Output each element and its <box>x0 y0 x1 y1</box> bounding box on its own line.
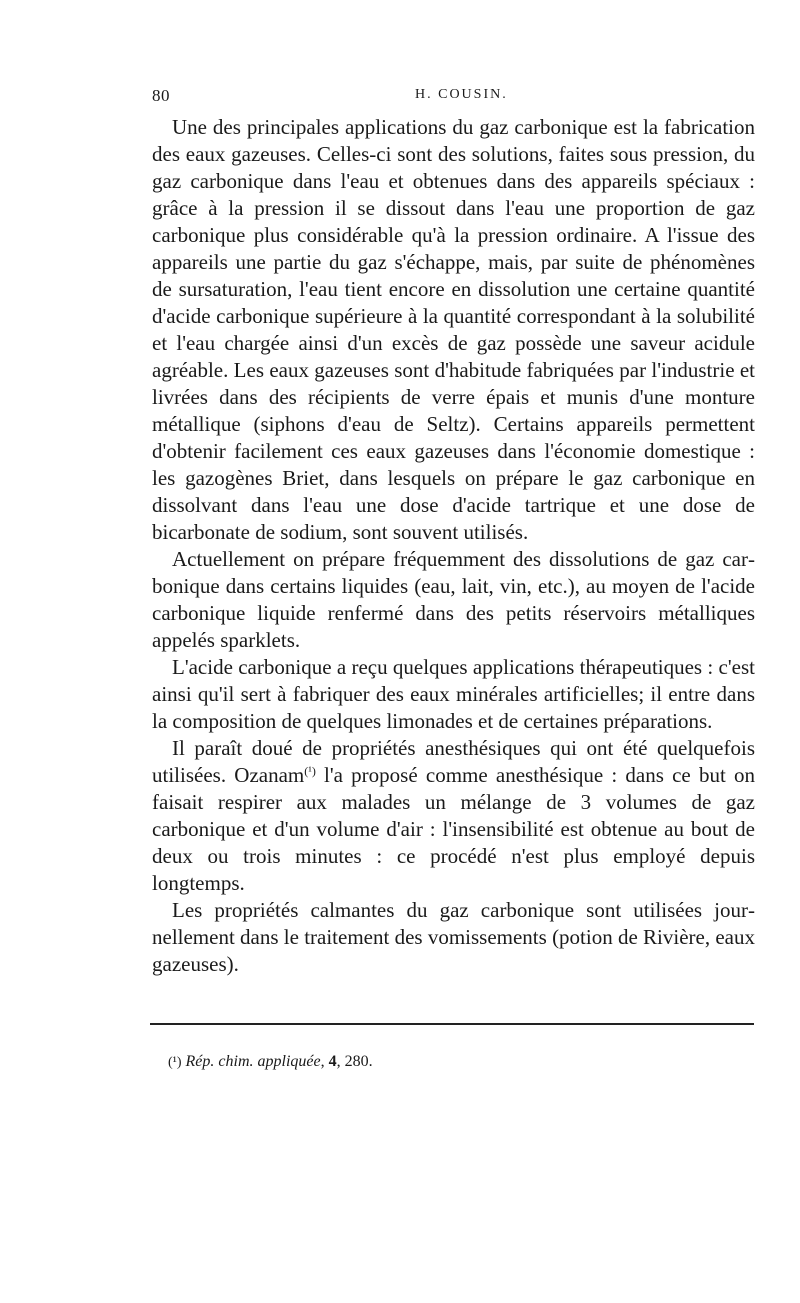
paragraph-anesthesique-text-1: Il paraît doué de propriétés anesthésiques qui ont été quelquefois utilisées. Ozanam <box>152 736 755 787</box>
paragraph-calmantes: Les propriétés calmantes du gaz carbonique sont utilisées journellement dans le traitement des vomissements (potion de Rivière, eaux gazeuses). <box>152 898 756 976</box>
footnote-divider <box>150 1023 754 1025</box>
footnote-page: , 280. <box>336 1053 373 1070</box>
footnote-volume: 4 <box>328 1053 337 1070</box>
footnote-marker: (¹) <box>168 1055 182 1070</box>
running-head: H. COUSIN. <box>415 87 508 102</box>
footnote-separator: , <box>320 1053 329 1070</box>
page-number: 80 <box>152 86 170 105</box>
footnote-reference[interactable]: (¹) <box>304 764 316 778</box>
paragraph-sparklets: Actuellement on prépare fréquemment des dissolutions de gaz carbonique dans certains liquides (eau, lait, vin, etc.), au moyen de l'acide carbonique liquide renfermé dans des petits réservoirs métalliques appelés sparklets. <box>152 547 755 652</box>
paragraph-eaux-gazeuses: Une des principales applications du gaz carbonique est la fabrication des eaux gazeuses. Celles-ci sont des solutions, faites sous pression, du gaz carbonique dans l'eau et obtenues dans des appareils spéciaux : grâce à la pression il se dissout dans l'eau une proportion de gaz carbonique plus considérable qu'à la pression ordinaire. A l'issue des appareils une partie du gaz s'échappe, mais, par suite de phénomènes de sursaturation, l'eau tient encore en dissolution une certaine quantité d'acide carbonique supérieure à la quantité correspondant à la solubilité et l'eau chargée ainsi d'un excès de gaz possède une saveur acidule agréable. Les eaux gazeuses sont d'habitude fabriquées par l'industrie et livrées dans des récipients de verre épais et munis d'une monture métallique (siphons d'eau de Seltz). Certains appareils permettent d'obtenir facilement ces eaux gazeuses dans l'économie domestique : les gazogènes Briet, dans lesquels on prépare le gaz carbonique en dissolvant dans l'eau une dose d'acide tartrique et une dose de bicarbonate de sodium, sont souvent utilisés. <box>152 115 755 544</box>
body-text <box>152 114 755 978</box>
footnote <box>168 1052 754 1073</box>
page-header <box>152 86 752 108</box>
footnote-source-title: Rép. chim. appliquée <box>185 1053 321 1070</box>
paragraph-anesthesique <box>152 735 755 897</box>
paragraph-therapeutique: L'acide carbonique a reçu quelques applications thérapeutiques : c'est ainsi qu'il sert à fabriquer des eaux minérales artificielles; il entre dans la composition de quelques limonades et de certaines préparations. <box>152 655 755 733</box>
paragraph-anesthesique-text-2: l'a proposé comme anesthésique : dans ce but on faisait respirer aux malades un mélange de 3 volumes de gaz carbonique et d'un volume d'air : l'insensibilité est obtenue au bout de deux ou trois minutes : ce procédé n'est plus employé depuis longtemps. <box>152 763 755 895</box>
